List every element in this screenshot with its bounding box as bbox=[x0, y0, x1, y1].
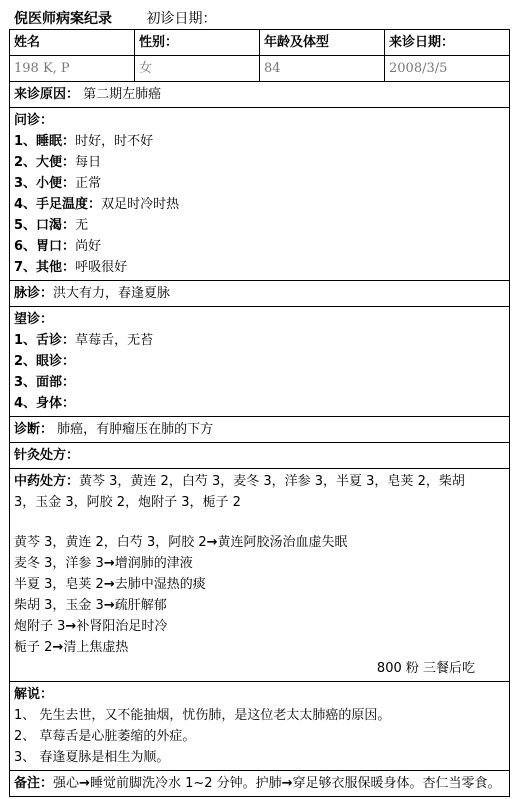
info-header-row bbox=[10, 30, 510, 56]
herb-explanation: 麦冬 3，洋参 3→增润肺的津液 bbox=[14, 553, 505, 574]
patient-gender: 女 bbox=[135, 56, 260, 82]
spacer bbox=[14, 513, 505, 532]
herb-explanation: 柴胡 3，玉金 3→疏肝解郁 bbox=[14, 595, 505, 616]
arrow-icon: → bbox=[52, 640, 64, 655]
diagnosis-row bbox=[10, 417, 510, 443]
herbal-formula-line: 3，玉金 3，阿胶 2，炮附子 3，栀子 2 bbox=[14, 495, 241, 510]
inquiry-label: 问诊： bbox=[14, 113, 54, 128]
observation-row bbox=[10, 307, 510, 417]
medical-record-table bbox=[9, 29, 510, 797]
visit-reason-row bbox=[10, 82, 510, 108]
visit-reason-value: 第二期左肺癌 bbox=[83, 87, 162, 102]
arrow-icon: → bbox=[103, 577, 115, 592]
observation-label: 望诊： bbox=[14, 312, 54, 327]
arrow-icon: → bbox=[79, 776, 90, 791]
explanation-item: 2、 草莓舌是心脏萎缩的外症。 bbox=[14, 729, 196, 744]
arrow-icon: → bbox=[103, 556, 115, 571]
diagnosis-value: 肺癌，有肿瘤压在肺的下方 bbox=[57, 422, 214, 437]
info-value-row bbox=[10, 56, 510, 82]
diagnosis-label: 诊断： bbox=[14, 422, 54, 437]
pulse-label: 脉诊： bbox=[14, 286, 54, 301]
inquiry-row bbox=[10, 108, 510, 281]
inquiry-item: 7、其他：呼吸很好 bbox=[14, 260, 128, 275]
arrow-icon: → bbox=[281, 776, 293, 791]
explanation-item: 3、 春逢夏脉是相生为顺。 bbox=[14, 750, 170, 765]
pulse-row bbox=[10, 281, 510, 307]
arrow-icon: → bbox=[103, 598, 115, 613]
dosage-instruction: 800 粉 三餐后吃 bbox=[376, 661, 475, 676]
inquiry-item: 1、睡眠：时好，时不好 bbox=[14, 134, 154, 149]
record-header bbox=[14, 8, 216, 30]
visit-date-header: 来诊日期： bbox=[385, 30, 510, 56]
age-header: 年龄及体型 bbox=[260, 30, 385, 56]
herbal-row bbox=[10, 469, 510, 682]
first-visit-date-label: 初诊日期： bbox=[146, 11, 217, 27]
observation-item: 2、眼诊： bbox=[14, 354, 76, 369]
herbal-formula-line: 中药处方：黄芩 3，黄连 2，白芍 3，麦冬 3，洋参 3，半夏 3，皂荚 2，柴胡 bbox=[14, 474, 465, 489]
arrow-icon: → bbox=[206, 535, 218, 550]
herb-explanation: 黄芩 3，黄连 2，白芍 3，阿胶 2→黄连阿胶汤治血虚失眠 bbox=[14, 532, 505, 553]
inquiry-item: 5、口渴：无 bbox=[14, 218, 89, 233]
inquiry-item: 6、胃口：尚好 bbox=[14, 239, 102, 254]
inquiry-item: 2、大便：每日 bbox=[14, 155, 102, 170]
gender-header: 性别： bbox=[135, 30, 260, 56]
inquiry-item: 3、小便：正常 bbox=[14, 176, 102, 191]
notes-label: 备注： bbox=[14, 776, 54, 791]
herb-explanation: 半夏 3，皂荚 2→去肺中湿热的痰 bbox=[14, 574, 505, 595]
explanation-row bbox=[10, 682, 510, 771]
notes-text: 穿足够衣服保暖身体。杏仁当零食。 bbox=[292, 776, 501, 791]
acupuncture-row bbox=[10, 443, 510, 469]
herb-explanation: 栀子 2→清上焦虚热 bbox=[14, 637, 505, 658]
pulse-value: 洪大有力，春逢夏脉 bbox=[53, 286, 171, 301]
visit-date: 2008/3/5 bbox=[385, 56, 510, 82]
acupuncture-label: 针灸处方： bbox=[14, 448, 80, 463]
record-title: 倪医师病案纪录 bbox=[14, 11, 112, 27]
notes-text: 睡觉前脚洗冷水 1~2 分钟。护肺 bbox=[89, 776, 282, 791]
patient-name: 198 K, P bbox=[10, 56, 135, 82]
explanation-item: 1、 先生去世，又不能抽烟，忧伤肺，是这位老太太肺癌的原因。 bbox=[14, 708, 391, 723]
herbal-label: 中药处方： bbox=[14, 474, 80, 489]
notes-row bbox=[10, 771, 510, 797]
observation-item: 3、面部： bbox=[14, 375, 76, 390]
inquiry-item: 4、手足温度：双足时冷时热 bbox=[14, 197, 180, 212]
observation-item: 1、舌诊：草莓舌，无苔 bbox=[14, 333, 154, 348]
herb-explanation: 炮附子 3→补肾阳治足时冷 bbox=[14, 616, 505, 637]
patient-age: 84 bbox=[260, 56, 385, 82]
notes-text: 强心 bbox=[53, 776, 80, 791]
observation-item: 4、身体： bbox=[14, 396, 76, 411]
explanation-label: 解说： bbox=[14, 687, 54, 702]
name-header: 姓名 bbox=[10, 30, 135, 56]
visit-reason-label: 来诊原因： bbox=[14, 87, 80, 102]
arrow-icon: → bbox=[65, 619, 77, 634]
